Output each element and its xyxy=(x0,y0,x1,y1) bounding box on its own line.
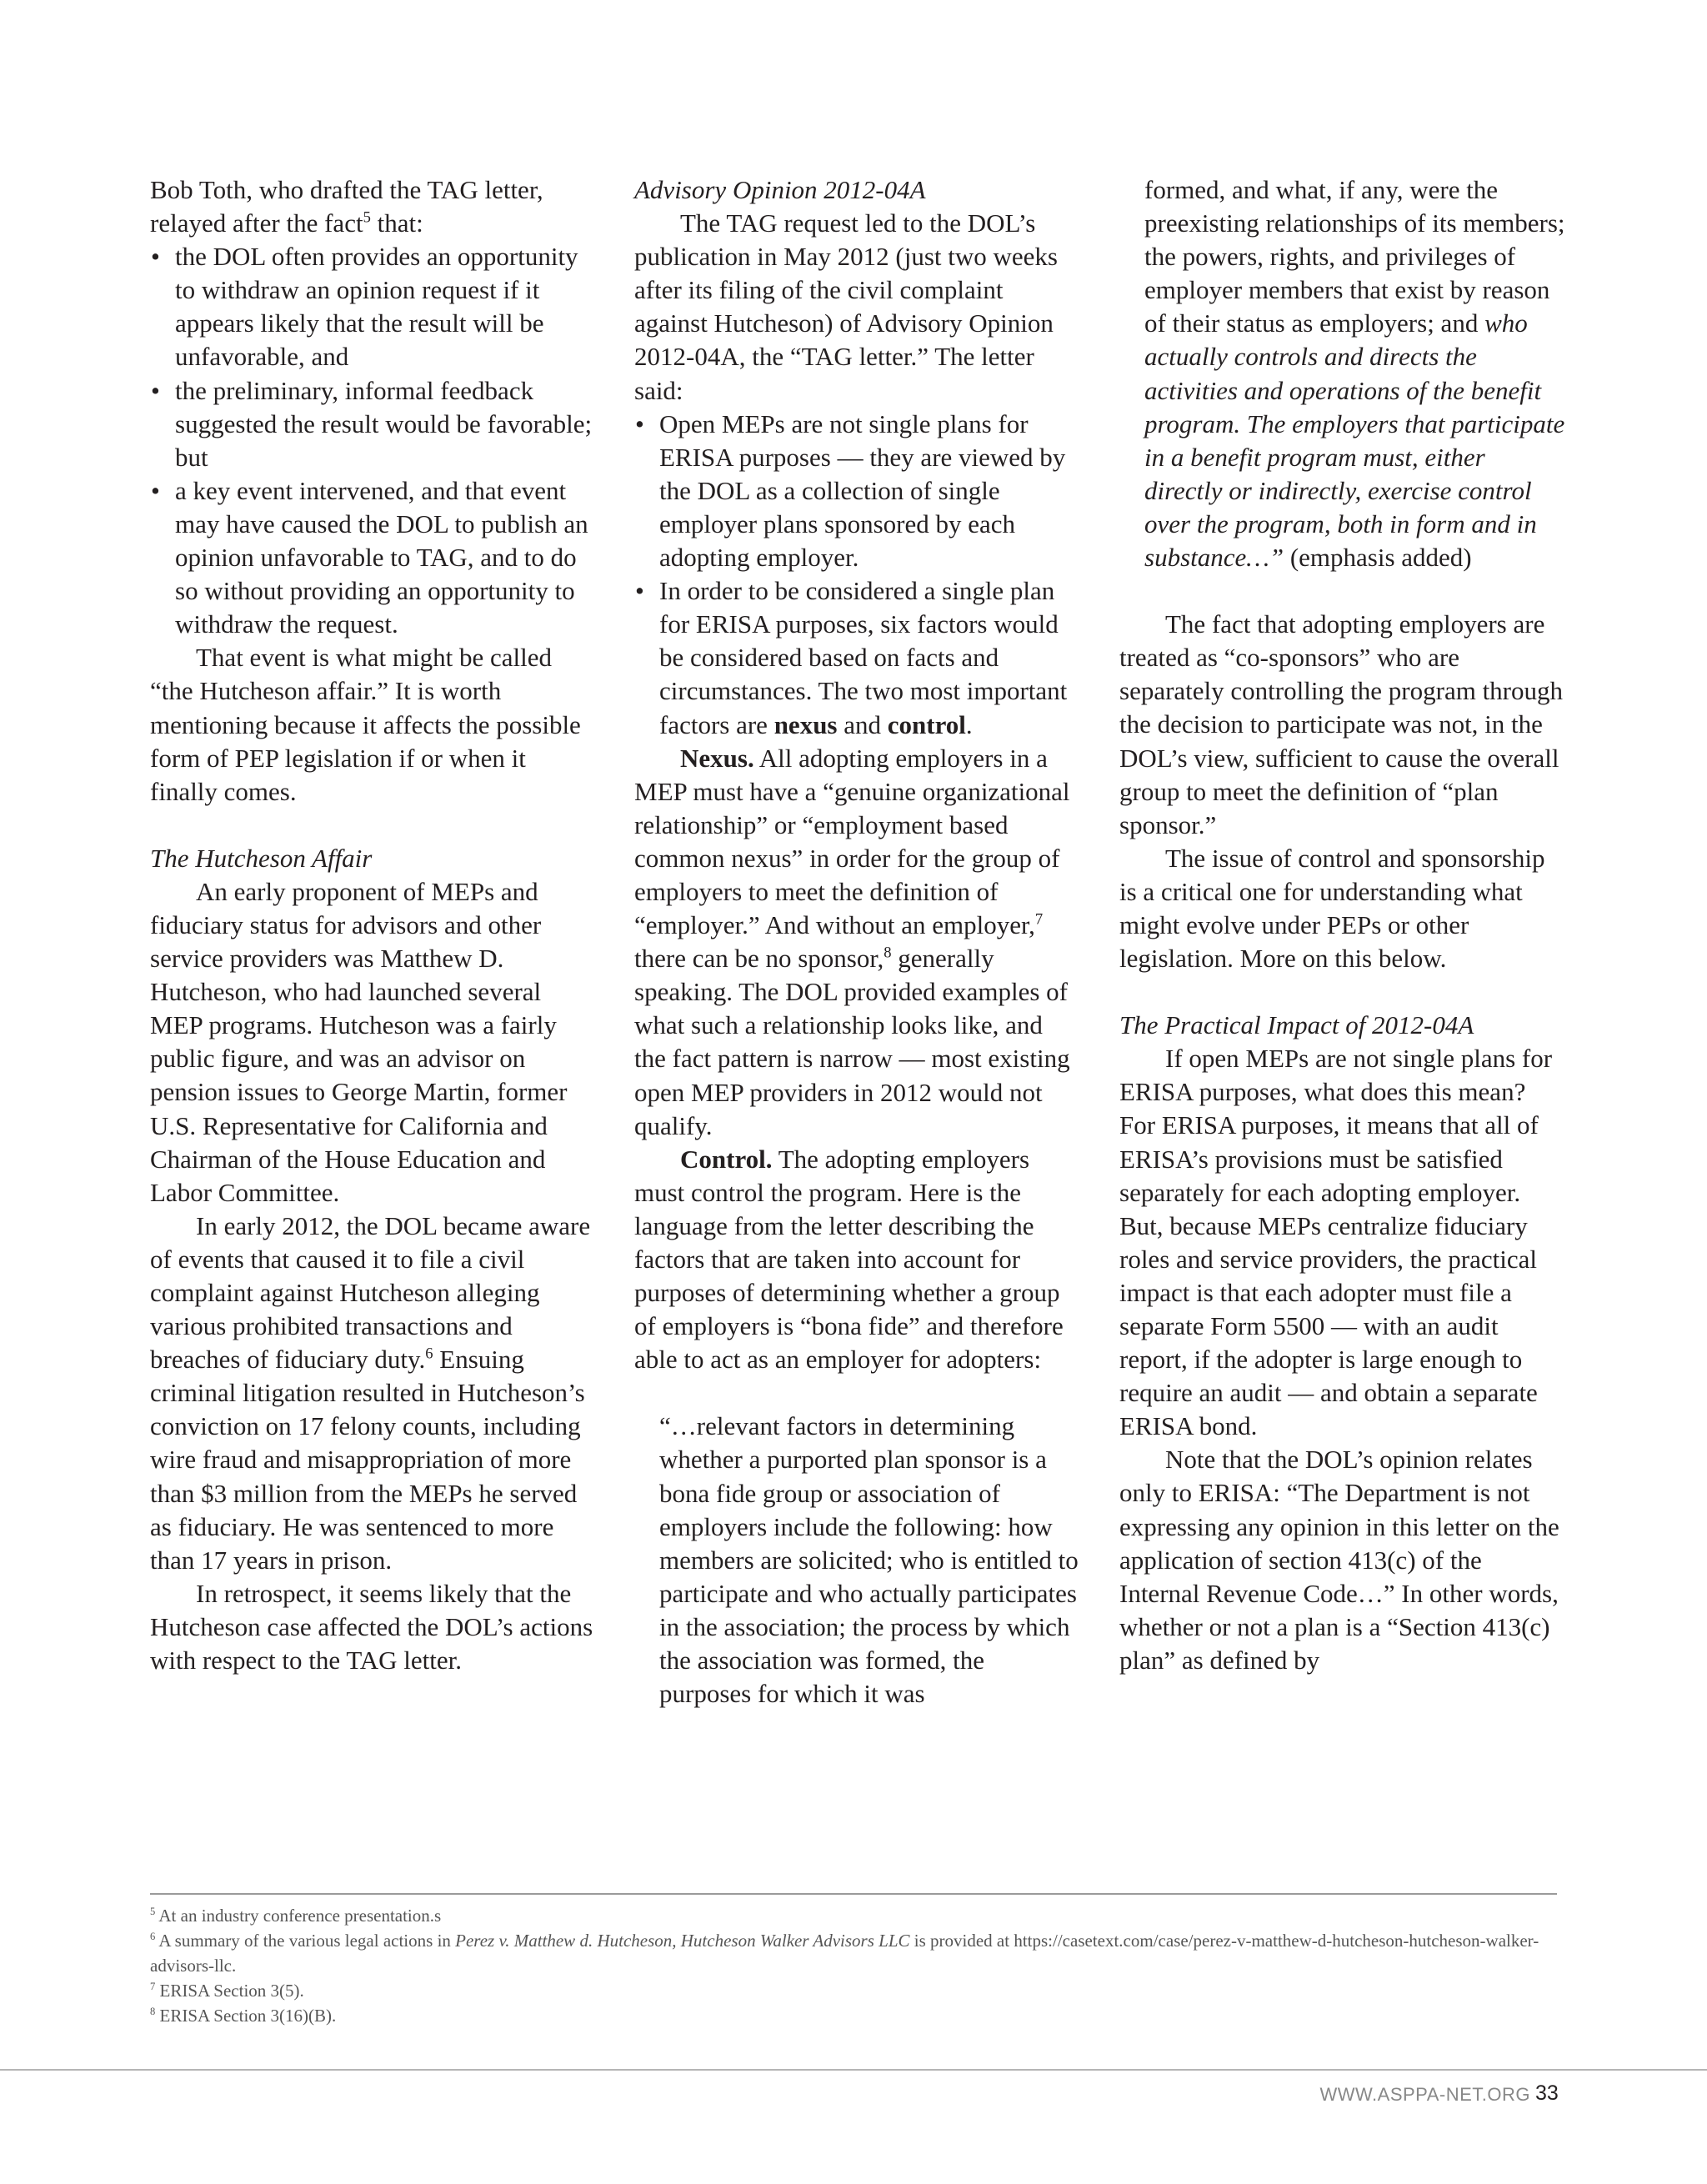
footnote-7: $^7$ ERISA Section 3(5). xyxy=(150,1981,304,2001)
column-1 xyxy=(150,173,596,1677)
footnote-ref-7[interactable]: 7 xyxy=(1034,910,1044,929)
list-item: • the DOL often provides an opportunity to withdraw an opinion request if it appears likely that the result will be unfavorable, and xyxy=(150,240,596,373)
nexus-label: Nexus. xyxy=(680,743,754,773)
proponent-paragraph: An early proponent of MEPs and fiduciary status for advisors and other service providers was Matthew D. Hutcheson, who had launched several MEP programs. Hutcheson was a fairly public figure, and was an advisor on pension issues to George Martin, former U.S. Representative for California and Chairman of the House Education and Labor Committee. xyxy=(150,876,568,1207)
footer-divider xyxy=(0,2069,1707,2071)
footnote-8: $^8$ ERISA Section 3(16)(B). xyxy=(150,2006,337,2026)
column-2 xyxy=(634,173,1080,1711)
list-item: • In order to be considered a single plan for ERISA purposes, six factors would be considered based on facts and circumstances. The two most important factors are nexus and control. xyxy=(634,574,1080,741)
footnote-6: $^6$ A summary of the various legal actions in Perez v. Matthew d. Hutcheson, Hutcheson Walker Advisors LLC is provided at https://casetext.com/case/perez-v-matthew-d-hutcheson-hutcheson-walker-advisors-llc. xyxy=(150,1931,1539,1976)
section-heading-hutcheson-affair: The Hutcheson Affair xyxy=(150,843,373,873)
tag-request-paragraph: The TAG request led to the DOL’s publication in May 2012 (just two weeks after its filing of the civil complaint against Hutcheson) of Advisory Opinion 2012-04A, the “TAG letter.” The letter said: xyxy=(634,208,1058,405)
section-heading-advisory-opinion: Advisory Opinion 2012-04A xyxy=(634,175,926,204)
intro-paragraph: Bob Toth, who drafted the TAG letter, relayed after the fact$^5$ that: xyxy=(150,175,543,238)
event-paragraph: That event is what might be called “the Hutcheson affair.” It is worth mentioning because it affects the possible form of PEP legislation if or when it finally comes. xyxy=(150,643,581,806)
term-nexus: nexus xyxy=(773,709,838,739)
practical-impact-paragraph: If open MEPs are not single plans for ERISA purposes, what does this mean? For ERISA purposes, it means that all of ERISA’s provisions must be satisfied separately for each adopting employer. But, because MEPs centralize fiduciary roles and service providers, the practical impact is that each adopter must file a separate Form 5500 — with an audit report, if the adopter is large enough to require an audit — and obtain a separate ERISA bond. xyxy=(1119,1044,1553,1441)
control-issue-paragraph: The issue of control and sponsorship is a critical one for understanding what might evolve under PEPs or other legislation. More on this below. xyxy=(1119,843,1545,974)
retrospect-paragraph: In retrospect, it seems likely that the Hutcheson case affected the DOL’s actions with respect to the TAG letter. xyxy=(150,1578,593,1676)
control-paragraph: Control. The adopting employers must control the program. Here is the language from the letter describing the factors that are taken into account for purposes of determining whether a group of employers is “bona fide” and therefore able to act as an employer for adopters: xyxy=(634,1144,1064,1375)
early-2012-paragraph: In early 2012, the DOL became aware of events that caused it to file a civil complaint against Hutcheson alleging various prohibited transactions and breaches of fiduciary duty.$^6$ Ensuing criminal litigation resulted in Hutcheson’s conviction on 17 felony counts, including wire fraud and misappropriation of more than $3 million from the MEPs he served as fiduciary. He was sentenced to more than 17 years in prison. xyxy=(150,1210,591,1575)
list-item: • Open MEPs are not single plans for ERISA purposes — they are viewed by the DOL as a collection of single employer plans sponsored by each adopting employer. xyxy=(634,408,1080,574)
control-label: Control. xyxy=(680,1144,773,1174)
case-name: Perez v. Matthew d. Hutcheson, Hutcheson Walker Advisors LLC xyxy=(455,1931,910,1951)
co-sponsors-paragraph: The fact that adopting employers are treated as “co-sponsors” who are separately controlling the program through the decision to participate was not, in the DOL’s view, sufficient to cause the overall group to meet the definition of “plan sponsor.” xyxy=(1119,609,1564,839)
page-number: 33 xyxy=(1535,2081,1559,2105)
footnote-divider xyxy=(150,1893,1557,1895)
column-3 xyxy=(1119,173,1565,1677)
footnotes xyxy=(150,1903,1559,2028)
section-heading-practical-impact: The Practical Impact of 2012-04A xyxy=(1119,1010,1474,1040)
list-item: • a key event intervened, and that event may have caused the DOL to publish an opinion unfavorable to TAG, and to do so without providing an opportunity to withdraw the request. xyxy=(150,474,596,641)
footnote-5: $^5$ At an industry conference presentation.s xyxy=(150,1906,442,1926)
block-quote-continued: formed, and what, if any, were the preexisting relationships of its members; the powers, rights, and privileges of employer members that exist by reason of their status as employers; and who actually controls and directs the activities and operations of the benefit program. The employers that participate in a benefit program must, either directly or indirectly, exercise control over the program, both in form and in substance…” (emphasis added) xyxy=(1144,175,1565,573)
nexus-paragraph: Nexus. All adopting employers in a MEP must have a “genuine organizational relationship” or “employment based common nexus” in order for the group of employers to meet the definition of “employer.” And without an employer,$^7$ there can be no sponsor,$^8$ generally speaking. The DOL provided examples of what such a relationship looks like, and the fact pattern is narrow — most existing open MEP providers in 2012 would not qualify. xyxy=(634,743,1070,1140)
footnote-ref-8[interactable]: 8 xyxy=(884,944,892,962)
footnote-ref-5[interactable]: 5 xyxy=(363,208,371,227)
term-control: control xyxy=(887,709,966,739)
bullet-list-1 xyxy=(150,240,596,641)
block-quote: “…relevant factors in determining whether a purported plan sponsor is a bona fide group or association of employers include the following: how members are solicited; who is entitled to participate and who actually participates in the association; the process by which the association was formed, the purposes for which it was xyxy=(659,1411,1079,1709)
footer-url-link[interactable]: WWW.ASPPA-NET.ORG xyxy=(1319,2084,1530,2105)
list-item: • the preliminary, informal feedback suggested the result would be favorable; but xyxy=(150,374,596,474)
dol-opinion-note-paragraph: Note that the DOL’s opinion relates only to ERISA: “The Department is not expressing any opinion in this letter on the application of section 413(c) of the Internal Revenue Code…” In other words, whether or not a plan is a “Section 413(c) plan” as defined by xyxy=(1119,1445,1559,1675)
case-link[interactable]: is provided at https://casetext.com/case/perez-v-matthew-d-hutcheson-hutcheson-walker-advisors-llc. xyxy=(150,1931,1539,1976)
bullet-list-2 xyxy=(634,408,1080,742)
emphasized-quote: who actually controls and directs the activities and operations of the benefit program. The employers that participate in a benefit program must, either directly or indirectly, exercise control over the program, both in form and in substance…” xyxy=(1144,308,1565,573)
footnote-ref-6[interactable]: 6 xyxy=(425,1345,433,1363)
